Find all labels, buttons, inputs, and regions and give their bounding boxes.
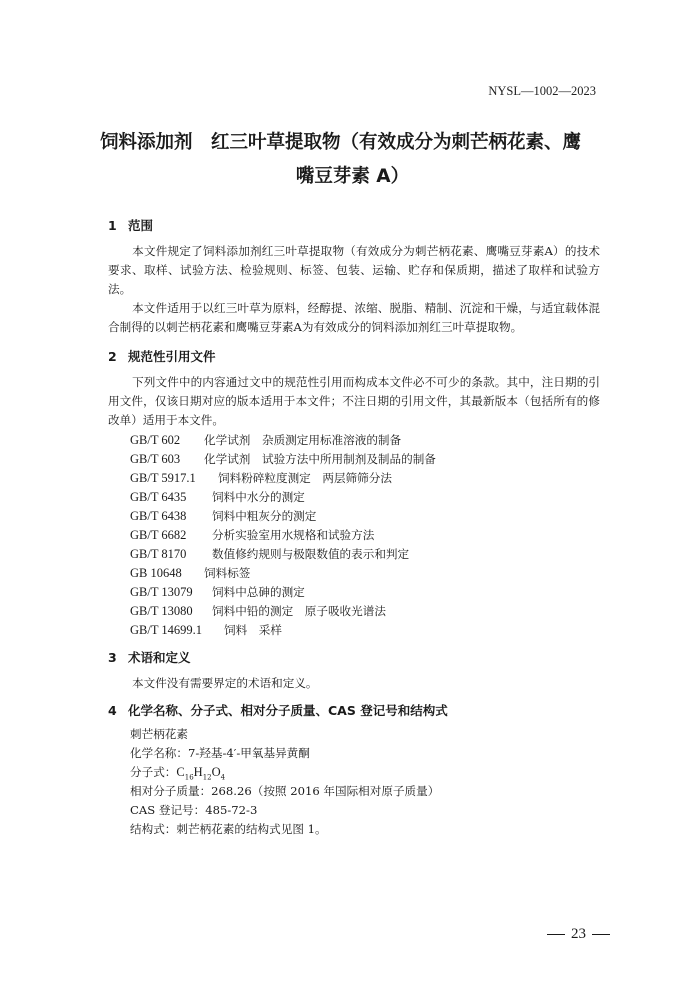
molecular-formula [130,764,225,781]
reference-code: GB/T 8170 [130,547,187,561]
section-2-heading [108,347,216,365]
formula-h-count: 12 [202,773,212,782]
reference-item [130,565,250,581]
reference-title: 化学试剂 试验方法中所用制剂及制品的制备 [204,452,436,466]
section-2-paragraph-1 [108,373,600,430]
reference-code: GB/T 14699.1 [130,623,202,637]
section-number: 3 [108,650,117,665]
document-number: NYSL—1002—2023 [488,84,596,98]
reference-code: GB/T 6435 [130,490,187,504]
document-title [100,126,605,194]
reference-title: 饲料中水分的测定 [212,490,305,504]
reference-title: 饲料粉碎粒度测定 两层筛筛分法 [218,471,392,485]
compound-name: 刺芒柄花素 [130,727,188,741]
section-title: 术语和定义 [128,650,191,665]
paragraph-text: 本文件没有需要界定的术语和定义。 [132,676,318,690]
formula-label: 分子式： [130,765,177,779]
title-line-2: 嘴豆芽素 A） [295,166,410,187]
reference-item [130,603,386,619]
reference-item [130,527,374,543]
reference-item [130,546,409,562]
page-number [541,926,616,943]
reference-title: 饲料中铅的测定 原子吸收光谱法 [212,604,386,618]
paragraph-text: 本文件适用于以红三叶草为原料，经醇提、浓缩、脱脂、精制、沉淀和干燥，与适宜载体混合制得的以刺芒柄花素和鹰嘴豆芽素A为有效成分的饲料添加剂红三叶草提取物。 [108,301,600,334]
reference-title: 分析实验室用水规格和试验方法 [212,528,375,542]
reference-code: GB/T 6438 [130,509,187,523]
section-1-paragraph-1 [108,242,600,299]
section-title: 化学名称、分子式、相对分子质量、CAS 登记号和结构式 [128,703,448,718]
title-line-1: 饲料添加剂 红三叶草提取物（有效成分为刺芒柄花素、鹰 [100,132,582,153]
page-number-text: 23 [571,926,586,942]
formula-o-count: 4 [220,773,226,782]
formula-c: C [176,765,185,779]
reference-title: 饲料中粗灰分的测定 [212,509,317,523]
reference-code: GB/T 13079 [130,585,193,599]
reference-title: 化学试剂 杂质测定用标准溶液的制备 [204,433,402,447]
reference-item [130,432,401,448]
reference-code: GB/T 6682 [130,528,187,542]
formula-h: H [193,765,203,779]
reference-item [130,622,282,638]
reference-code: GB/T 603 [130,452,181,466]
section-number: 2 [108,349,117,364]
reference-item [130,470,392,486]
reference-title: 饲料 采样 [224,623,282,637]
structure-reference: 结构式：刺芒柄花素的结构式见图 1。 [130,822,327,836]
formula-c-count: 16 [184,773,194,782]
chemical-name: 化学名称：7-羟基-4′-甲氧基异黄酮 [130,746,310,760]
section-title: 范围 [128,218,154,233]
molecular-mass: 相对分子质量：268.26（按照 2016 年国际相对原子质量） [130,784,440,798]
section-number: 1 [108,218,117,233]
section-4-heading [108,701,448,719]
reference-item [130,508,316,524]
paragraph-text: 本文件规定了饲料添加剂红三叶草提取物（有效成分为刺芒柄花素、鹰嘴豆芽素A）的技术要求、取样、试验方法、检验规则、标签、包装、运输、贮存和保质期，描述了取样和试验方法。 [108,244,600,296]
section-3-paragraph-1 [108,674,600,693]
reference-title: 饲料中总砷的测定 [212,585,305,599]
reference-title: 饲料标签 [204,566,251,580]
dash-left [547,934,565,935]
dash-right [592,934,610,935]
paragraph-text: 下列文件中的内容通过文中的规范性引用而构成本文件必不可少的条款。其中，注日期的引用文件，仅该日期对应的版本适用于本文件；不注日期的引用文件，其最新版本（包括所有的修改单）适用于本文件。 [108,375,600,427]
reference-code: GB/T 13080 [130,604,193,618]
reference-item [130,584,305,600]
reference-code: GB 10648 [130,566,182,580]
section-title: 规范性引用文件 [128,349,216,364]
reference-title: 数值修约规则与极限数值的表示和判定 [212,547,410,561]
reference-code: GB/T 5917.1 [130,471,196,485]
section-1-heading [108,216,153,234]
reference-item [130,451,436,467]
reference-item [130,489,305,505]
cas-number: CAS 登记号：485-72-3 [130,803,258,817]
formula-o: O [211,765,221,779]
section-number: 4 [108,703,117,718]
section-1-paragraph-2 [108,299,600,337]
reference-code: GB/T 602 [130,433,181,447]
section-3-heading [108,648,191,666]
